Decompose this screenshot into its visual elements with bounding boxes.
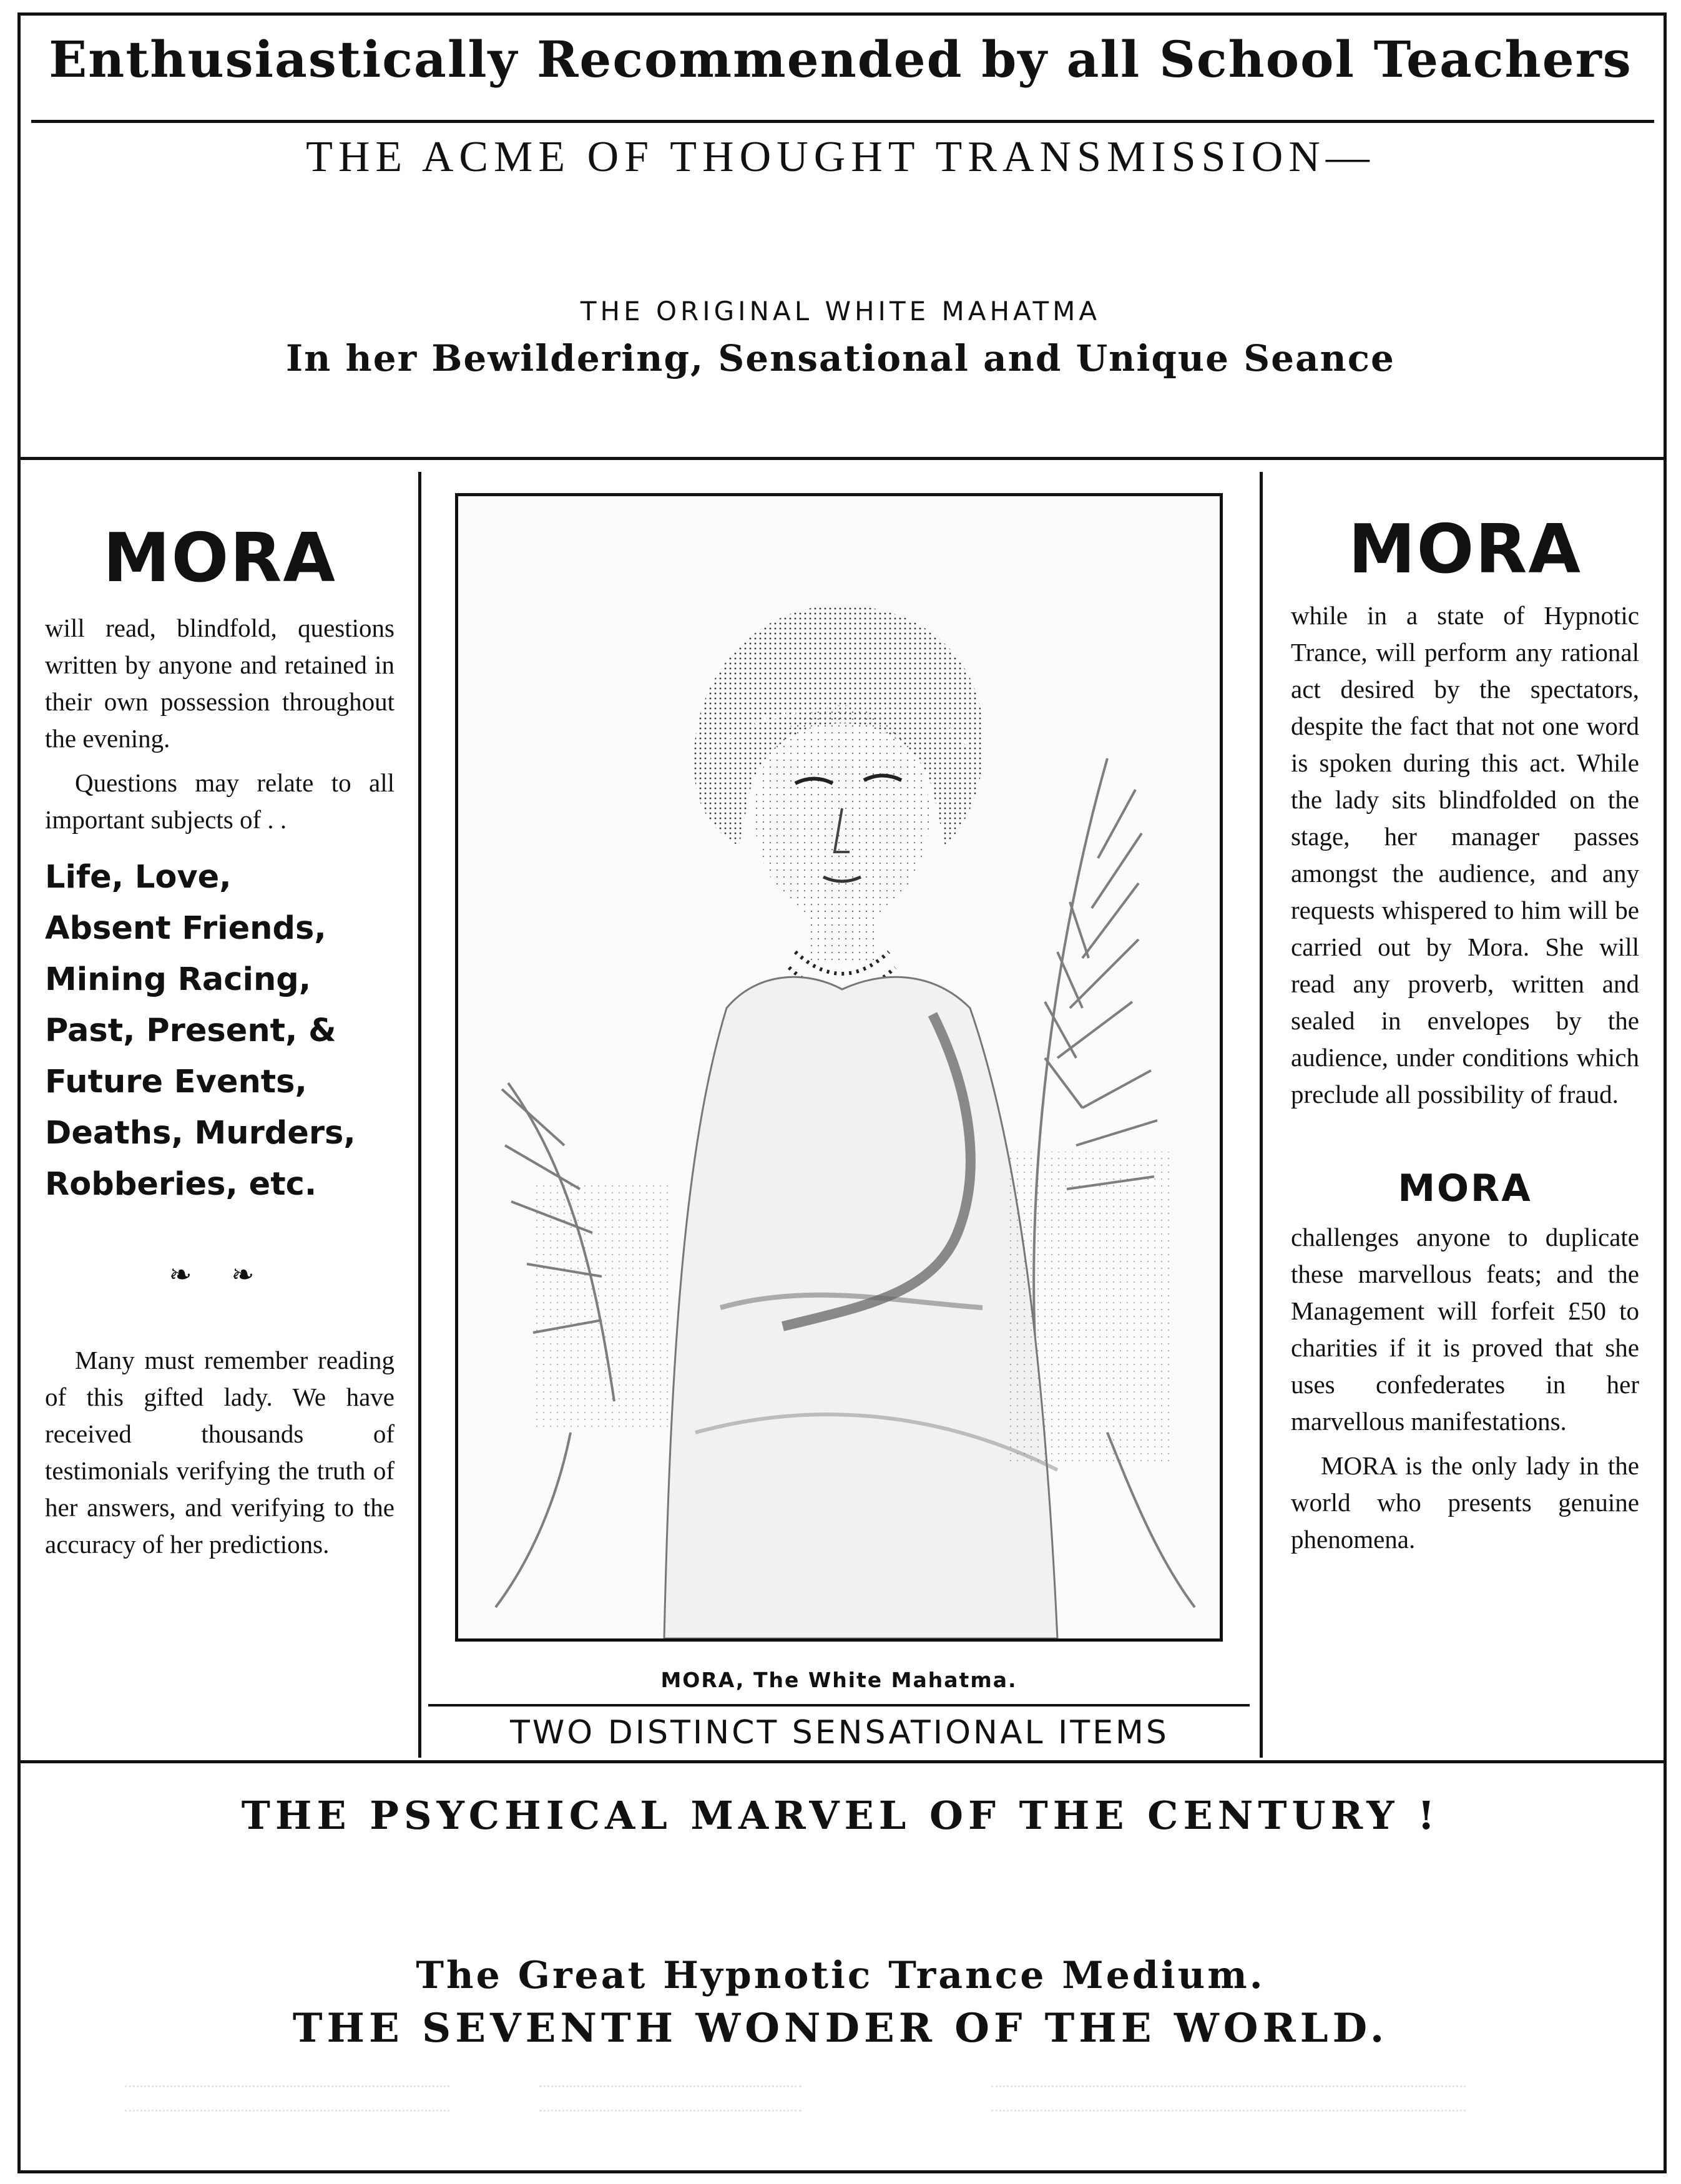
topic-item: Mining Racing,: [45, 961, 311, 998]
seance-subtitle: In her Bewildering, Sensational and Unique Seance: [286, 337, 1395, 380]
ornament-icon: ❧ ❧: [169, 1260, 271, 1290]
trance-text: while in a state of Hypnotic Trance, will perform any rational act desired by the spectators, despite the fact that not one word is spoken during this act. While the lady sits blindfolded on the stage, her manager passes amongst the audience, and any requests whispered to him will be carried out by Mora. She will read any proverb, written and sealed in envelopes by the audience, under conditions which preclude all possibility of fraud.: [1291, 601, 1639, 1109]
original-subtitle: THE ORIGINAL WHITE MAHATMA: [580, 296, 1101, 326]
mora-heading: MORA: [102, 519, 337, 597]
acme-heading: THE ACME OF THOUGHT TRANSMISSION—: [306, 133, 1375, 181]
show-through-text: [125, 2075, 1561, 2119]
mora-subheading: MORA: [1398, 1167, 1532, 1210]
challenge-text: challenges anyone to duplicate these marvellous feats; and the Management will forfeit £50 to charities if it is proved that she uses confederates in her marvellous manifestations.: [1291, 1223, 1639, 1436]
headline: Enthusiastically Recommended by all School Teachers: [49, 30, 1632, 89]
topic-item: Deaths, Murders,: [45, 1115, 356, 1152]
testimonial-text: Many must remember reading of this gifted lady. We have received thousands of testimonials verifying the truth of her answers, and verifying to the accuracy of her predictions.: [45, 1346, 395, 1559]
mora-heading: MORA: [1348, 511, 1582, 589]
topic-item: Future Events,: [45, 1064, 307, 1100]
psychical-heading: THE PSYCHICAL MARVEL OF THE CENTURY !: [241, 1793, 1440, 1838]
divider: [17, 1760, 1664, 1763]
seventh-wonder-line: THE SEVENTH WONDER OF THE WORLD.: [292, 2005, 1389, 2052]
topic-item: Past, Present, &: [45, 1012, 336, 1049]
photo-caption: MORA, The White Mahatma.: [660, 1668, 1017, 1692]
right-column: [1291, 511, 1639, 1558]
divider: [31, 120, 1654, 123]
column-rule-left: [418, 472, 421, 1758]
blindfold-reading-text: will read, blindfold, questions written by anyone and retained in their own possession throughout the evening.: [45, 614, 395, 753]
topics-list: [45, 852, 395, 1210]
topic-item: Robberies, etc.: [45, 1166, 317, 1203]
woman-portrait-icon: [458, 496, 1220, 1638]
only-lady-text: MORA is the only lady in the world who presents genuine phenomena.: [1291, 1451, 1639, 1554]
divider: [428, 1704, 1250, 1707]
left-column: [45, 519, 395, 1563]
topic-item: Absent Friends,: [45, 910, 326, 947]
portrait-photo: [455, 493, 1223, 1642]
trance-medium-line: The Great Hypnotic Trance Medium.: [416, 1954, 1265, 1997]
topic-item: Life, Love,: [45, 859, 232, 896]
two-items-banner: TWO DISTINCT SENSATIONAL ITEMS: [510, 1714, 1169, 1751]
questions-text: Questions may relate to all important subjects of . .: [45, 768, 395, 834]
column-rule-right: [1260, 472, 1263, 1758]
divider: [17, 457, 1664, 460]
